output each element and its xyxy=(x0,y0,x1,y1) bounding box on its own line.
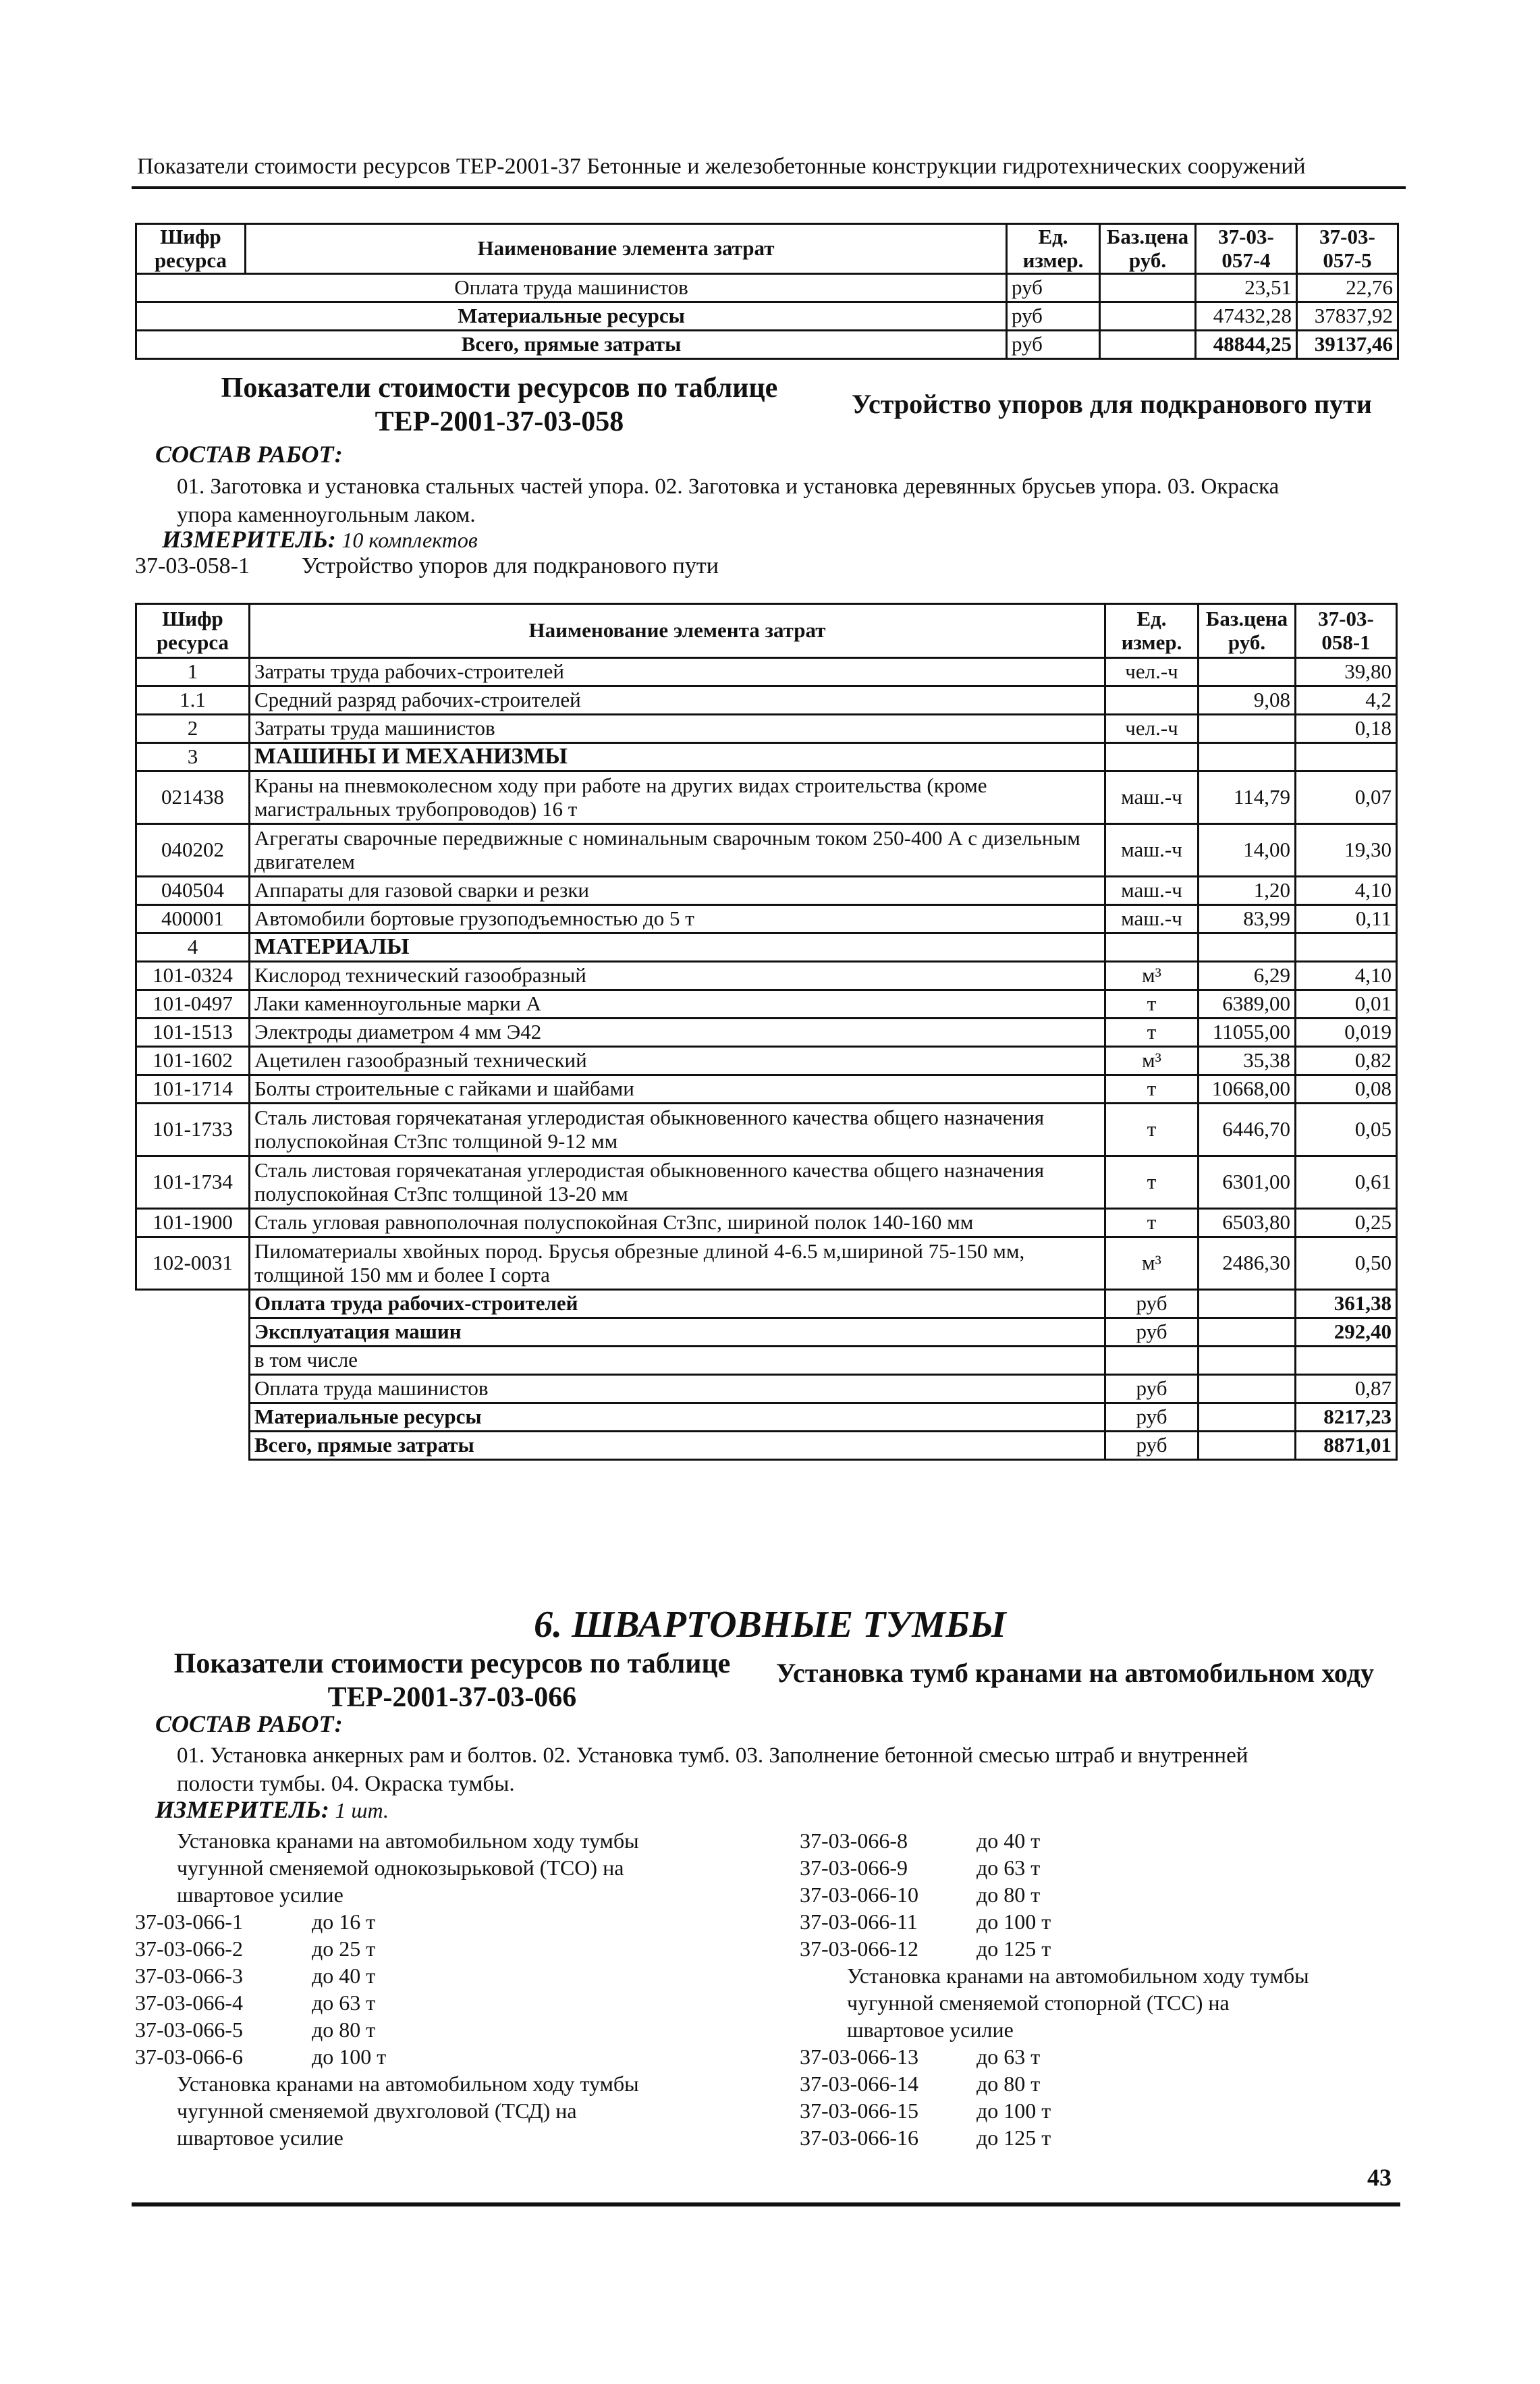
table-058-right-title: Устройство упоров для подкранового пути xyxy=(852,389,1372,419)
row-price xyxy=(1199,715,1296,743)
row-code: 102-0031 xyxy=(136,1237,250,1290)
col-header-unit: Ед. измер. xyxy=(1007,224,1100,274)
table-row xyxy=(136,990,1397,1019)
row-unit: т xyxy=(1105,1104,1199,1156)
row-v1: 48844,25 xyxy=(1196,331,1297,359)
composition-label: СОСТАВ РАБОТ: xyxy=(155,441,343,468)
col-header-code: Шифр ресурса xyxy=(136,224,246,274)
row-unit: т xyxy=(1105,1019,1199,1047)
table-row xyxy=(136,905,1397,933)
row-code: 040202 xyxy=(136,824,250,877)
row-price: 114,79 xyxy=(1199,771,1296,824)
row-name: Всего, прямые затраты xyxy=(136,331,1007,359)
table-row xyxy=(136,1047,1397,1075)
table-row xyxy=(136,1104,1397,1156)
col-header-price: Баз.цена руб. xyxy=(1100,224,1196,274)
row-unit xyxy=(1105,933,1199,962)
row-value: 0,05 xyxy=(1296,1104,1397,1156)
composition-line: полости тумбы. 04. Окраска тумбы. xyxy=(177,1772,515,1797)
measure-value: 1 шт. xyxy=(335,1798,389,1822)
row-price: 6301,00 xyxy=(1199,1156,1296,1209)
table-row xyxy=(136,1237,1397,1290)
desc-line: чугунной сменяемой двухголовой (ТСД) на xyxy=(177,2098,577,2123)
row-name: Краны на пневмоколесном ходу при работе на других видах строительства (кроме магистральных трубопроводов) 16 т xyxy=(250,771,1105,824)
row-name: Лаки каменноугольные марки А xyxy=(250,990,1105,1019)
item-code: 37-03-066-8 xyxy=(800,1828,908,1853)
measure-line xyxy=(155,1795,389,1824)
right-column xyxy=(800,1827,1407,2151)
table-row xyxy=(136,302,1398,331)
row-unit: маш.-ч xyxy=(1105,905,1199,933)
row-name: Пиломатериалы хвойных пород. Брусья обрезные длиной 4-6.5 м,шириной 75-150 мм, толщиной 150 мм и более I сорта xyxy=(250,1237,1105,1290)
row-value: 4,2 xyxy=(1296,686,1397,715)
row-value: 0,07 xyxy=(1296,771,1397,824)
row-name: Затраты труда рабочих-строителей xyxy=(250,658,1105,686)
table-057 xyxy=(135,223,1399,360)
row-v2: 39137,46 xyxy=(1297,331,1398,359)
col-header-name: Наименование элемента затрат xyxy=(246,224,1007,274)
row-name: Материальные ресурсы xyxy=(136,302,1007,331)
row-value: 4,10 xyxy=(1296,877,1397,905)
total-name: Оплата труда рабочих-строителей xyxy=(250,1290,1105,1318)
row-v1: 23,51 xyxy=(1196,274,1297,302)
table-row xyxy=(136,962,1397,990)
item-code: 37-03-066-12 xyxy=(800,1936,918,1961)
row-code: 1.1 xyxy=(136,686,250,715)
col-header-name: Наименование элемента затрат xyxy=(250,604,1105,658)
row-price: 14,00 xyxy=(1199,824,1296,877)
item-value: до 16 т xyxy=(312,1909,376,1934)
row-unit: маш.-ч xyxy=(1105,771,1199,824)
table-row xyxy=(136,715,1397,743)
total-name: Оплата труда машинистов xyxy=(250,1375,1105,1403)
table-row xyxy=(136,933,1397,962)
list-item xyxy=(800,1908,1407,1935)
list-item xyxy=(135,1989,769,2016)
item-code: 37-03-066-2 xyxy=(135,1936,243,1961)
row-name: МАШИНЫ И МЕХАНИЗМЫ xyxy=(250,743,1105,771)
row-unit: чел.-ч xyxy=(1105,658,1199,686)
item-code: 37-03-066-3 xyxy=(135,1963,243,1988)
col-header-price: Баз.цена руб. xyxy=(1199,604,1296,658)
list-item xyxy=(800,2070,1407,2097)
row-price: 83,99 xyxy=(1199,905,1296,933)
row-value: 0,25 xyxy=(1296,1209,1397,1237)
row-price: 6,29 xyxy=(1199,962,1296,990)
total-unit: руб xyxy=(1105,1432,1199,1460)
row-unit xyxy=(1105,743,1199,771)
table-058-title xyxy=(202,371,796,439)
title-line-1: Показатели стоимости ресурсов по таблице xyxy=(221,373,778,404)
table-row xyxy=(136,274,1398,302)
row-unit: т xyxy=(1105,990,1199,1019)
row-name: Кислород технический газообразный xyxy=(250,962,1105,990)
row-unit: м³ xyxy=(1105,1047,1199,1075)
total-unit: руб xyxy=(1105,1318,1199,1347)
row-value: 0,01 xyxy=(1296,990,1397,1019)
item-value: до 63 т xyxy=(977,1855,1041,1880)
row-code: 101-1900 xyxy=(136,1209,250,1237)
row-unit: маш.-ч xyxy=(1105,877,1199,905)
row-code: 1 xyxy=(136,658,250,686)
col-header-v2: 37-03-057-5 xyxy=(1297,224,1398,274)
table-row xyxy=(136,658,1397,686)
bottom-rule xyxy=(132,2202,1400,2206)
row-value: 0,82 xyxy=(1296,1047,1397,1075)
list-item xyxy=(135,1908,769,1935)
item-code: 37-03-066-1 xyxy=(135,1909,243,1934)
left-group-1-list xyxy=(135,1908,769,2070)
total-row xyxy=(136,1347,1397,1375)
title-line-2: ТЕР-2001-37-03-058 xyxy=(375,406,624,438)
row-value xyxy=(1296,743,1397,771)
col-header-value: 37-03-058-1 xyxy=(1296,604,1397,658)
row-code: 021438 xyxy=(136,771,250,824)
row-code: 4 xyxy=(136,933,250,962)
row-unit: т xyxy=(1105,1075,1199,1104)
row-price: 2486,30 xyxy=(1199,1237,1296,1290)
row-code: 2 xyxy=(136,715,250,743)
table-row xyxy=(136,824,1397,877)
item-value: до 80 т xyxy=(312,2017,376,2042)
row-unit: руб xyxy=(1007,331,1100,359)
table-header-row xyxy=(136,224,1398,274)
item-code: 37-03-066-10 xyxy=(800,1882,918,1907)
item-code: 37-03-066-15 xyxy=(800,2098,918,2123)
row-value: 0,019 xyxy=(1296,1019,1397,1047)
composition-line: 01. Заготовка и установка стальных частей упора. 02. Заготовка и установка деревянных брусьев упора. 03. Окраска xyxy=(177,475,1280,499)
row-unit: т xyxy=(1105,1156,1199,1209)
total-value: 8871,01 xyxy=(1296,1432,1397,1460)
item-code: 37-03-066-6 xyxy=(135,2044,243,2069)
title-line-1: Показатели стоимости ресурсов по таблице xyxy=(173,1648,731,1679)
row-value: 0,50 xyxy=(1296,1237,1397,1290)
group-desc xyxy=(800,1962,1407,2043)
row-code: 101-1714 xyxy=(136,1075,250,1104)
total-value: 361,38 xyxy=(1296,1290,1397,1318)
row-unit: м³ xyxy=(1105,962,1199,990)
composition-line: 01. Установка анкерных рам и болтов. 02. Установка тумб. 03. Заполнение бетонной смесью штраб и внутренней xyxy=(177,1743,1248,1768)
row-price: 9,08 xyxy=(1199,686,1296,715)
row-value: 0,18 xyxy=(1296,715,1397,743)
total-value xyxy=(1296,1347,1397,1375)
table-row xyxy=(136,771,1397,824)
total-row xyxy=(136,1290,1397,1318)
desc-line: Установка кранами на автомобильном ходу тумбы xyxy=(847,1963,1309,1988)
row-name: Автомобили бортовые грузоподъемностью до 5 т xyxy=(250,905,1105,933)
table-058 xyxy=(135,603,1398,1461)
item-value: до 80 т xyxy=(977,1882,1041,1907)
row-name: Оплата труда машинистов xyxy=(136,274,1007,302)
total-row xyxy=(136,1375,1397,1403)
table-row xyxy=(136,331,1398,359)
item-value: до 100 т xyxy=(977,1909,1051,1934)
row-unit: м³ xyxy=(1105,1237,1199,1290)
row-code: 101-1513 xyxy=(136,1019,250,1047)
row-name: Болты строительные с гайками и шайбами xyxy=(250,1075,1105,1104)
group-desc xyxy=(135,2070,769,2151)
item-value: до 25 т xyxy=(312,1936,376,1961)
total-row xyxy=(136,1403,1397,1432)
item-value: до 63 т xyxy=(977,2044,1041,2069)
row-name: Сталь угловая равнополочная полуспокойная Ст3пс, шириной полок 140-160 мм xyxy=(250,1209,1105,1237)
row-price: 35,38 xyxy=(1199,1047,1296,1075)
group-desc xyxy=(135,1827,769,1908)
measure-value: 10 комплектов xyxy=(341,528,478,552)
list-item xyxy=(800,1881,1407,1908)
row-price: 11055,00 xyxy=(1199,1019,1296,1047)
item-code: 37-03-066-9 xyxy=(800,1855,908,1880)
total-row xyxy=(136,1432,1397,1460)
code-desc: Устройство упоров для подкранового пути xyxy=(301,553,719,578)
item-value: до 40 т xyxy=(312,1963,376,1988)
row-v2: 22,76 xyxy=(1297,274,1398,302)
list-item xyxy=(800,2043,1407,2070)
row-v2: 37837,92 xyxy=(1297,302,1398,331)
list-item xyxy=(800,2097,1407,2124)
total-row xyxy=(136,1318,1397,1347)
total-unit: руб xyxy=(1105,1375,1199,1403)
table-body xyxy=(136,658,1397,1460)
total-name: Материальные ресурсы xyxy=(250,1403,1105,1432)
row-unit xyxy=(1105,686,1199,715)
total-name: в том числе xyxy=(250,1347,1105,1375)
row-value xyxy=(1296,933,1397,962)
row-value: 4,10 xyxy=(1296,962,1397,990)
row-code: 101-1734 xyxy=(136,1156,250,1209)
table-row xyxy=(136,743,1397,771)
row-name: Ацетилен газообразный технический xyxy=(250,1047,1105,1075)
composition-text xyxy=(177,1741,1405,1798)
total-unit: руб xyxy=(1105,1403,1199,1432)
page-header: Показатели стоимости ресурсов ТЕР-2001-37 Бетонные и железобетонные конструкции гидротехнических сооружений xyxy=(137,154,1306,179)
row-code: 101-0324 xyxy=(136,962,250,990)
table-header-row xyxy=(136,604,1397,658)
row-value: 0,61 xyxy=(1296,1156,1397,1209)
row-unit: руб xyxy=(1007,274,1100,302)
desc-line: швартовое усилие xyxy=(847,2017,1014,2042)
list-item xyxy=(800,2124,1407,2151)
row-value: 0,08 xyxy=(1296,1075,1397,1104)
row-value: 39,80 xyxy=(1296,658,1397,686)
item-value: до 125 т xyxy=(977,1936,1051,1961)
composition-label: СОСТАВ РАБОТ: xyxy=(155,1710,343,1737)
desc-line: чугунной сменяемой однокозырьковой (ТСО) на xyxy=(177,1855,624,1880)
total-name: Эксплуатация машин xyxy=(250,1318,1105,1347)
desc-line: Установка кранами на автомобильном ходу тумбы xyxy=(177,1828,639,1853)
row-price xyxy=(1199,933,1296,962)
total-unit xyxy=(1105,1347,1199,1375)
row-value: 19,30 xyxy=(1296,824,1397,877)
item-code: 37-03-066-11 xyxy=(800,1909,918,1934)
item-code: 37-03-066-16 xyxy=(800,2125,918,2150)
composition-line: упора каменноугольным лаком. xyxy=(177,503,476,528)
item-code: 37-03-066-14 xyxy=(800,2071,918,2096)
row-value: 0,11 xyxy=(1296,905,1397,933)
item-value: до 80 т xyxy=(977,2071,1041,2096)
section-heading: 6. ШВАРТОВНЫЕ ТУМБЫ xyxy=(534,1604,1006,1646)
row-name: Агрегаты сварочные передвижные с номинальным сварочным током 250-400 А с дизельным двигателем xyxy=(250,824,1105,877)
row-unit: чел.-ч xyxy=(1105,715,1199,743)
item-value: до 40 т xyxy=(977,1828,1041,1853)
row-unit: т xyxy=(1105,1209,1199,1237)
desc-line: чугунной сменяемой стопорной (ТСС) на xyxy=(847,1990,1230,2015)
title-line-2: ТЕР-2001-37-03-066 xyxy=(327,1682,577,1714)
row-price xyxy=(1199,743,1296,771)
item-value: до 100 т xyxy=(977,2098,1051,2123)
row-unit: руб xyxy=(1007,302,1100,331)
row-unit: маш.-ч xyxy=(1105,824,1199,877)
item-code: 37-03-066-13 xyxy=(800,2044,918,2069)
item-value: до 125 т xyxy=(977,2125,1051,2150)
row-code: 101-0497 xyxy=(136,990,250,1019)
list-item xyxy=(135,1962,769,1989)
col-header-code: Шифр ресурса xyxy=(136,604,250,658)
left-column xyxy=(135,1827,769,2151)
row-price: 6446,70 xyxy=(1199,1104,1296,1156)
measure-line xyxy=(162,525,478,553)
row-name: Аппараты для газовой сварки и резки xyxy=(250,877,1105,905)
row-name: Затраты труда машинистов xyxy=(250,715,1105,743)
measure-label: ИЗМЕРИТЕЛЬ: xyxy=(162,526,336,553)
right-group-2-list xyxy=(800,2043,1407,2151)
row-price: 6503,80 xyxy=(1199,1209,1296,1237)
row-price: 10668,00 xyxy=(1199,1075,1296,1104)
list-item xyxy=(800,1827,1407,1854)
page-number: 43 xyxy=(1367,2164,1392,2191)
row-name: Сталь листовая горячекатаная углеродистая обыкновенного качества общего назначения полуспокойная Ст3пс толщиной 13-20 мм xyxy=(250,1156,1105,1209)
row-code: 400001 xyxy=(136,905,250,933)
row-name: Электроды диаметром 4 мм Э42 xyxy=(250,1019,1105,1047)
list-item xyxy=(135,2016,769,2043)
code-line xyxy=(135,553,719,579)
list-item xyxy=(135,1935,769,1962)
row-code: 040504 xyxy=(136,877,250,905)
total-name: Всего, прямые затраты xyxy=(250,1432,1105,1460)
table-066-right-title: Установка тумб кранами на автомобильном ходу xyxy=(776,1658,1374,1688)
desc-line: швартовое усилие xyxy=(177,1882,343,1907)
table-066-title xyxy=(155,1647,749,1715)
item-code: 37-03-066-5 xyxy=(135,2017,243,2042)
table-row xyxy=(136,1075,1397,1104)
row-code: 101-1602 xyxy=(136,1047,250,1075)
row-price xyxy=(1199,658,1296,686)
table-row xyxy=(136,877,1397,905)
row-price: 6389,00 xyxy=(1199,990,1296,1019)
item-value: до 100 т xyxy=(312,2044,387,2069)
list-item xyxy=(800,1935,1407,1962)
right-group-1-list xyxy=(800,1827,1407,1962)
table-row xyxy=(136,686,1397,715)
col-header-v1: 37-03-057-4 xyxy=(1196,224,1297,274)
row-name: МАТЕРИАЛЫ xyxy=(250,933,1105,962)
row-name: Сталь листовая горячекатаная углеродистая обыкновенного качества общего назначения полуспокойная Ст3пс толщиной 9-12 мм xyxy=(250,1104,1105,1156)
desc-line: швартовое усилие xyxy=(177,2125,343,2150)
row-code: 3 xyxy=(136,743,250,771)
row-v1: 47432,28 xyxy=(1196,302,1297,331)
table-row xyxy=(136,1019,1397,1047)
code: 37-03-058-1 xyxy=(135,553,250,578)
measure-label: ИЗМЕРИТЕЛЬ: xyxy=(155,1796,329,1823)
row-code: 101-1733 xyxy=(136,1104,250,1156)
list-item xyxy=(135,2043,769,2070)
row-name: Средний разряд рабочих-строителей xyxy=(250,686,1105,715)
row-price: 1,20 xyxy=(1199,877,1296,905)
table-row xyxy=(136,1209,1397,1237)
desc-line: Установка кранами на автомобильном ходу тумбы xyxy=(177,2071,639,2096)
list-item xyxy=(800,1854,1407,1881)
total-unit: руб xyxy=(1105,1290,1199,1318)
item-code: 37-03-066-4 xyxy=(135,1990,243,2015)
col-header-unit: Ед. измер. xyxy=(1105,604,1199,658)
total-value: 0,87 xyxy=(1296,1375,1397,1403)
table-row xyxy=(136,1156,1397,1209)
item-value: до 63 т xyxy=(312,1990,376,2015)
header-rule xyxy=(132,186,1406,189)
composition-text xyxy=(177,472,1405,529)
total-value: 8217,23 xyxy=(1296,1403,1397,1432)
total-value: 292,40 xyxy=(1296,1318,1397,1347)
